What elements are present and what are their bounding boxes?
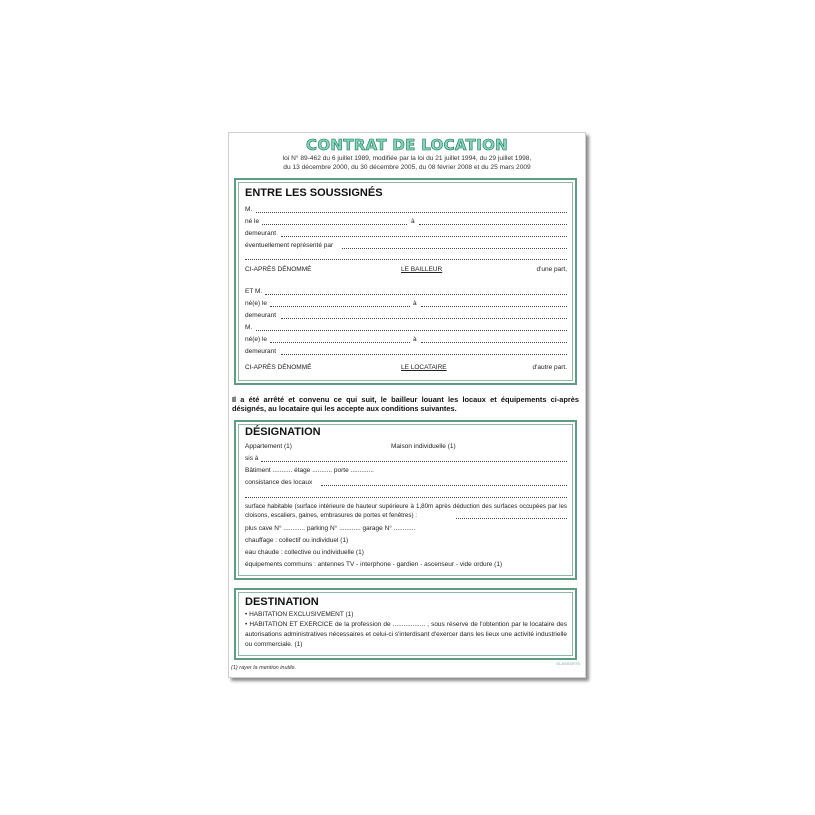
landlord-birth-label: né le <box>245 218 260 225</box>
form-code: ELASSSRTS <box>556 661 580 666</box>
agreement-statement: Il a été arrêté et convenu ce qui suit, le bailleur louant les locaux et équipements ci-après désignés, au locataire qui les accepte aux conditions suivantes. <box>232 395 579 413</box>
representative-line[interactable] <box>342 248 567 249</box>
tenant1-address-label: demeurant <box>245 312 277 319</box>
landlord-role: LE BAILLEUR <box>401 266 443 273</box>
tenant-designation-label: CI-APRÈS DÉNOMMÉ <box>245 364 312 371</box>
landlord-birthdate-line[interactable] <box>262 224 407 225</box>
heating-option[interactable]: chauffage : collectif ou individuel (1) <box>245 537 349 544</box>
tenant1-birth-label: né(e) le <box>245 300 268 307</box>
tenant1-address-line[interactable] <box>281 318 567 319</box>
tenant2-birthplace-line[interactable] <box>421 342 567 343</box>
representative-line-2[interactable] <box>245 259 567 260</box>
contract-sheet <box>228 132 586 678</box>
designation-heading: DÉSIGNATION <box>245 426 321 438</box>
building-floor-door[interactable]: Bâtiment ........... étage ........... porte ............. <box>245 467 374 474</box>
destination-section <box>234 588 577 660</box>
tenant2-name-line[interactable] <box>256 330 567 331</box>
tenant2-address-line[interactable] <box>281 354 567 355</box>
destination-heading: DESTINATION <box>245 596 319 608</box>
footnote: (1) rayer la mention inutile. <box>231 665 297 671</box>
landlord-address-label: demeurant <box>245 230 277 237</box>
address-label: sis à <box>245 455 259 462</box>
landlord-name-line[interactable] <box>256 212 567 213</box>
law-reference: loi N° 89-462 du 6 juillet 1989, modifiée par la loi du 21 juillet 1994, du 29 juillet 1998, du 13 décembre 2000, du 30 décembre 2005, du 08 février 2008 et du 25 mars 2009 <box>282 155 532 171</box>
landlord-name-label: M. <box>245 206 253 213</box>
cellar-parking-garage[interactable]: plus cave N° ............ parking N° ............ garage N° ............ <box>245 525 416 532</box>
tenant2-name-label: M. <box>245 324 253 331</box>
parties-heading: ENTRE LES SOUSSIGNÉS <box>245 187 383 199</box>
housing-only-option[interactable]: • HABITATION EXCLUSIVEMENT (1) <box>245 611 354 618</box>
tenant2-birthplace-label: à <box>413 336 417 343</box>
parties-section <box>234 178 577 385</box>
address-line[interactable] <box>261 461 567 462</box>
housing-profession-option[interactable]: • HABITATION ET EXERCICE de la profession de .................. , sous réserve de l'obtention par le locataire des autorisations administratives nécessaires et celui-ci s'interdisant d'exercer dans les lieux une activité industrielle ou commerciale. (1) <box>245 621 567 648</box>
living-area-line[interactable] <box>456 518 567 519</box>
common-equipment[interactable]: équipements communs : antennes TV - interphone - gardien - ascenseur - vide ordure (1) <box>245 561 503 568</box>
designation-section <box>234 420 577 580</box>
tenant1-birthdate-line[interactable] <box>270 306 410 307</box>
tenant2-birth-label: né(e) le <box>245 336 268 343</box>
tenant1-name-label: ET M. <box>245 288 263 295</box>
premises-line[interactable] <box>321 485 567 486</box>
landlord-birthplace-line[interactable] <box>419 224 567 225</box>
tenant-role: LE LOCATAIRE <box>401 364 447 371</box>
tenant1-name-line[interactable] <box>265 294 567 295</box>
hot-water-option[interactable]: eau chaude : collective ou individuelle (1) <box>245 549 364 556</box>
other-part-label: d'autre part. <box>532 364 567 371</box>
landlord-address-line[interactable] <box>281 236 567 237</box>
tenant2-address-label: demeurant <box>245 348 277 355</box>
birthplace-label: à <box>411 218 415 225</box>
apartment-option[interactable]: Appartement (1) <box>245 443 292 450</box>
tenant1-birthplace-label: à <box>413 300 417 307</box>
landlord-designation-label: CI-APRÈS DÉNOMMÉ <box>245 266 312 273</box>
premises-label: consistance des locaux <box>245 479 313 486</box>
document-title: CONTRAT DE LOCATION <box>306 136 508 154</box>
tenant1-birthplace-line[interactable] <box>421 306 567 307</box>
one-part-label: d'une part, <box>536 266 567 273</box>
representative-label: éventuellement représenté par <box>245 242 334 249</box>
living-area-text: surface habitable (surface intérieure de hauteur supérieure à 1,80m après déduction des surfaces occupées par les cloisons, escaliers, gaines, embrasures de portes et fenêtres) : <box>245 503 567 519</box>
tenant2-birthdate-line[interactable] <box>270 342 410 343</box>
premises-line-2[interactable] <box>245 497 567 498</box>
house-option[interactable]: Maison individuelle (1) <box>391 443 456 450</box>
